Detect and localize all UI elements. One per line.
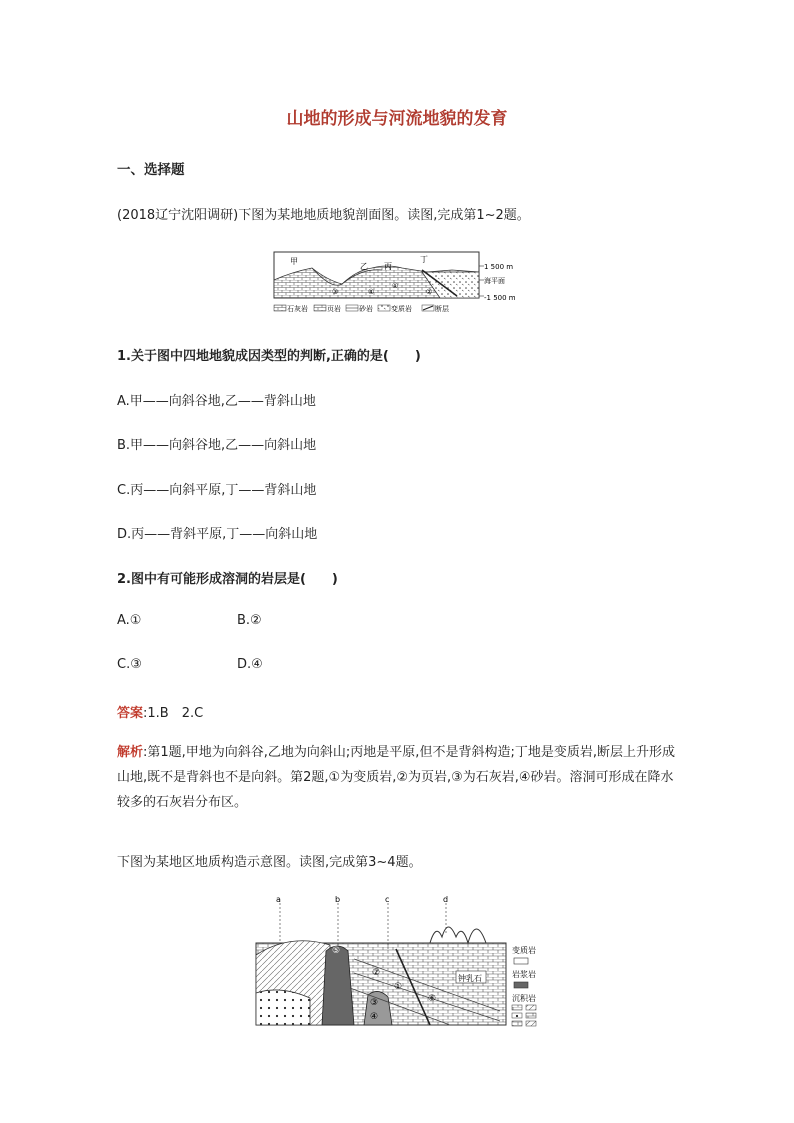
label-b: b: [335, 895, 341, 904]
place-label-ding: 丁: [420, 255, 428, 264]
legend-magmatic: 岩浆岩: [512, 970, 536, 979]
q2-option-a: A.①: [117, 613, 142, 628]
geologic-structure-figure: [250, 893, 550, 1029]
circled-1b: ①: [394, 982, 403, 992]
sea-level-label: 海平面: [484, 277, 505, 285]
place-label-yi: 乙: [360, 262, 368, 271]
legend-sandstone: 砂岩: [359, 305, 373, 313]
analysis-paragraph: [117, 740, 677, 815]
circled-6: ⑥: [428, 994, 437, 1004]
q1-option-b: B.甲——向斜谷地,乙——向斜山地: [117, 438, 317, 453]
circled-4: ④: [368, 288, 375, 296]
q1-stem: 1.关于图中四地地貌成因类型的判断,正确的是( ): [117, 349, 421, 364]
answer-label: 答案: [117, 706, 144, 721]
circled-5: ⑤: [332, 946, 341, 956]
legend-limestone: 石灰岩: [287, 305, 308, 313]
analysis-label: 解析: [117, 745, 144, 760]
section-heading: 一、选择题: [117, 162, 185, 178]
q2-option-d: D.④: [237, 657, 263, 672]
cave-label: 钟乳石: [458, 974, 482, 983]
place-label-bing: 丙: [384, 262, 392, 271]
q2-option-c: C.③: [117, 657, 142, 672]
label-c: c: [385, 895, 390, 904]
q1-option-c: C.丙——向斜平原,丁——背斜山地: [117, 483, 317, 498]
q2-stem: 2.图中有可能形成溶洞的岩层是( ): [117, 572, 338, 587]
geologic-profile-figure: [272, 250, 532, 316]
legend-metamorphic: 变质岩: [391, 305, 412, 313]
circled-2: ②: [426, 288, 433, 296]
elev-top-label: 1 500 m: [484, 263, 514, 271]
analysis-text: :第1题,甲地为向斜谷,乙地为向斜山;丙地是平原,但不是背斜构造;丁地是变质岩,断层上升形成山地,既不是背斜也不是向斜。第2题,①为变质岩,②为页岩,③为石灰岩,④砂岩。溶洞可形成在降水较多的石灰岩分布区。: [117, 745, 675, 810]
q2-option-b: B.②: [237, 613, 262, 628]
q1-option-d: D.丙——背斜平原,丁——向斜山地: [117, 527, 318, 542]
legend-metamorphic-2: 变质岩: [512, 946, 536, 955]
legend-fault: 断层: [435, 305, 449, 313]
circled-2b: ②: [372, 968, 381, 978]
legend-sedimentary: 沉积岩: [512, 994, 536, 1003]
intro-q1-2: (2018辽宁沈阳调研)下图为某地地质地貌剖面图。读图,完成第1~2题。: [117, 208, 530, 223]
circled-3: ③: [332, 288, 339, 296]
page-title: 山地的形成与河流地貌的发育: [286, 109, 508, 129]
answer-text: :1.B 2.C: [143, 706, 204, 721]
legend-shale: 页岩: [327, 305, 341, 313]
circled-1: ①: [392, 282, 399, 290]
label-d: d: [443, 895, 449, 904]
label-a: a: [276, 895, 281, 904]
answer-line: [117, 702, 203, 721]
circled-3b: ③: [370, 998, 379, 1008]
q1-option-a: A.甲——向斜谷地,乙——背斜山地: [117, 394, 316, 409]
elev-bottom-label: -1 500 m: [484, 294, 516, 302]
circled-4b: ④: [370, 1012, 379, 1022]
place-label-jia: 甲: [290, 257, 298, 266]
intro-q3-4: 下图为某地区地质构造示意图。读图,完成第3~4题。: [117, 855, 422, 870]
